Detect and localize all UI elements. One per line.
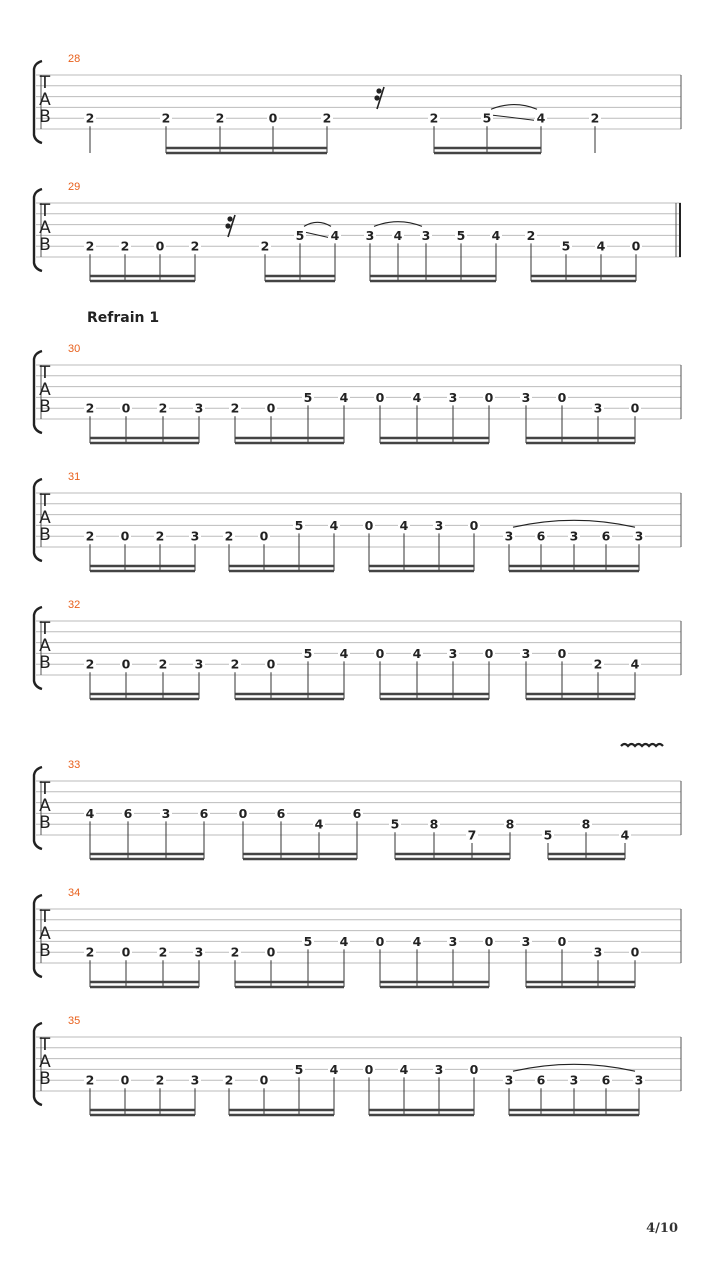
fret-number: 8 bbox=[429, 816, 439, 832]
fret-number: 5 bbox=[456, 227, 466, 243]
fret-number: 2 bbox=[85, 656, 95, 672]
fret-number: 2 bbox=[224, 1072, 234, 1088]
fret-number: 2 bbox=[155, 1072, 165, 1088]
slur-arc bbox=[513, 1064, 635, 1071]
tab-clef-letter: T bbox=[39, 201, 51, 221]
fret-number: 0 bbox=[259, 1072, 269, 1088]
fret-number: 4 bbox=[620, 827, 630, 843]
fret-number: 6 bbox=[276, 805, 286, 821]
fret-number: 7 bbox=[467, 827, 477, 843]
fret-number: 2 bbox=[158, 400, 168, 416]
tab-clef-letter: A bbox=[39, 90, 51, 110]
fret-number: 4 bbox=[329, 1061, 339, 1077]
fret-number: 5 bbox=[295, 227, 305, 243]
fret-number: 0 bbox=[484, 645, 494, 661]
fret-number: 5 bbox=[482, 110, 492, 126]
tab-clef-letter: B bbox=[39, 653, 51, 673]
measure-number: 31 bbox=[68, 471, 81, 483]
tab-clef-letter: A bbox=[39, 924, 51, 944]
fret-number: 2 bbox=[161, 110, 171, 126]
fret-number: 0 bbox=[266, 400, 276, 416]
tab-clef-letter: T bbox=[39, 1035, 51, 1055]
fret-number: 3 bbox=[434, 517, 444, 533]
fret-number: 4 bbox=[314, 816, 324, 832]
measure-number: 34 bbox=[68, 887, 81, 899]
fret-number: 0 bbox=[268, 110, 278, 126]
tab-clef-letter: A bbox=[39, 796, 51, 816]
fret-number: 5 bbox=[294, 1061, 304, 1077]
measure-number: 35 bbox=[68, 1015, 81, 1027]
fret-number: 4 bbox=[399, 517, 409, 533]
fret-number: 3 bbox=[634, 1072, 644, 1088]
fret-number: 6 bbox=[199, 805, 209, 821]
fret-number: 3 bbox=[593, 944, 603, 960]
vibrato-wavy-line bbox=[621, 744, 663, 746]
fret-number: 0 bbox=[630, 944, 640, 960]
fret-number: 0 bbox=[630, 400, 640, 416]
page-number: 4/10 bbox=[646, 1221, 678, 1236]
fret-number: 6 bbox=[536, 528, 546, 544]
fret-number: 2 bbox=[593, 656, 603, 672]
fret-number: 2 bbox=[190, 238, 200, 254]
fret-number: 0 bbox=[484, 933, 494, 949]
fret-number: 2 bbox=[85, 944, 95, 960]
fret-number: 2 bbox=[215, 110, 225, 126]
fret-number: 2 bbox=[526, 227, 536, 243]
fret-number: 3 bbox=[434, 1061, 444, 1077]
fret-number: 2 bbox=[224, 528, 234, 544]
tab-clef-letter: B bbox=[39, 813, 51, 833]
fret-number: 4 bbox=[536, 110, 546, 126]
fret-number: 0 bbox=[364, 517, 374, 533]
fret-number: 2 bbox=[85, 238, 95, 254]
tab-clef-letter: A bbox=[39, 1052, 51, 1072]
tab-clef-letter: B bbox=[39, 235, 51, 255]
fret-number: 0 bbox=[120, 528, 130, 544]
fret-number: 2 bbox=[230, 400, 240, 416]
fret-number: 3 bbox=[521, 933, 531, 949]
fret-number: 3 bbox=[634, 528, 644, 544]
slur-arc bbox=[513, 520, 635, 527]
fret-number: 0 bbox=[364, 1061, 374, 1077]
rest-dot-upper bbox=[227, 216, 232, 221]
fret-number: 3 bbox=[190, 1072, 200, 1088]
fret-number: 0 bbox=[557, 645, 567, 661]
tab-clef-letter: T bbox=[39, 907, 51, 927]
fret-number: 2 bbox=[85, 1072, 95, 1088]
fret-number: 4 bbox=[85, 805, 95, 821]
rest-dot-lower bbox=[225, 223, 230, 228]
fret-number: 3 bbox=[448, 645, 458, 661]
fret-number: 2 bbox=[590, 110, 600, 126]
fret-number: 6 bbox=[123, 805, 133, 821]
fret-number: 3 bbox=[190, 528, 200, 544]
tab-clef-letter: B bbox=[39, 525, 51, 545]
fret-number: 0 bbox=[238, 805, 248, 821]
fret-number: 6 bbox=[601, 1072, 611, 1088]
fret-number: 2 bbox=[429, 110, 439, 126]
fret-number: 3 bbox=[504, 1072, 514, 1088]
fret-number: 5 bbox=[294, 517, 304, 533]
fret-number: 4 bbox=[339, 645, 349, 661]
measure-number: 28 bbox=[68, 53, 81, 65]
fret-number: 6 bbox=[601, 528, 611, 544]
fret-number: 4 bbox=[339, 389, 349, 405]
tab-clef-letter: A bbox=[39, 636, 51, 656]
fret-number: 3 bbox=[448, 389, 458, 405]
fret-number: 3 bbox=[521, 645, 531, 661]
fret-number: 4 bbox=[630, 656, 640, 672]
fret-number: 0 bbox=[121, 656, 131, 672]
fret-number: 0 bbox=[484, 389, 494, 405]
fret-number: 4 bbox=[339, 933, 349, 949]
fret-number: 4 bbox=[596, 238, 606, 254]
fret-number: 0 bbox=[557, 389, 567, 405]
fret-number: 2 bbox=[158, 944, 168, 960]
fret-number: 3 bbox=[194, 400, 204, 416]
fret-number: 0 bbox=[259, 528, 269, 544]
fret-number: 5 bbox=[561, 238, 571, 254]
fret-number: 0 bbox=[120, 1072, 130, 1088]
fret-number: 2 bbox=[158, 656, 168, 672]
fret-number: 0 bbox=[631, 238, 641, 254]
section-label-refrain: Refrain 1 bbox=[87, 310, 160, 326]
fret-number: 2 bbox=[230, 656, 240, 672]
fret-number: 2 bbox=[260, 238, 270, 254]
measure-number: 32 bbox=[68, 599, 81, 611]
fret-number: 0 bbox=[266, 944, 276, 960]
fret-number: 0 bbox=[557, 933, 567, 949]
fret-number: 3 bbox=[504, 528, 514, 544]
fret-number: 2 bbox=[85, 400, 95, 416]
tab-clef-letter: T bbox=[39, 363, 51, 383]
tab-clef-letter: B bbox=[39, 107, 51, 127]
tab-clef-letter: B bbox=[39, 397, 51, 417]
tab-clef-letter: T bbox=[39, 619, 51, 639]
fret-number: 5 bbox=[303, 389, 313, 405]
fret-number: 4 bbox=[412, 645, 422, 661]
fret-number: 0 bbox=[266, 656, 276, 672]
fret-number: 8 bbox=[505, 816, 515, 832]
fret-number: 2 bbox=[155, 528, 165, 544]
fret-number: 5 bbox=[543, 827, 553, 843]
fret-number: 2 bbox=[230, 944, 240, 960]
slur-arc bbox=[491, 105, 537, 110]
rest-dot-upper bbox=[376, 88, 381, 93]
fret-number: 0 bbox=[375, 645, 385, 661]
fret-number: 0 bbox=[121, 400, 131, 416]
tab-clef-letter: T bbox=[39, 491, 51, 511]
fret-number: 4 bbox=[330, 227, 340, 243]
tab-clef-letter: A bbox=[39, 508, 51, 528]
fret-number: 3 bbox=[569, 528, 579, 544]
fret-number: 3 bbox=[593, 400, 603, 416]
fret-number: 2 bbox=[85, 528, 95, 544]
fret-number: 3 bbox=[194, 656, 204, 672]
fret-number: 2 bbox=[322, 110, 332, 126]
tab-clef-letter: A bbox=[39, 218, 51, 238]
fret-number: 0 bbox=[375, 933, 385, 949]
fret-number: 4 bbox=[393, 227, 403, 243]
fret-number: 0 bbox=[469, 517, 479, 533]
fret-number: 6 bbox=[352, 805, 362, 821]
measure-number: 30 bbox=[68, 343, 81, 355]
tab-clef-letter: T bbox=[39, 73, 51, 93]
measure-number: 33 bbox=[68, 759, 81, 771]
fret-number: 6 bbox=[536, 1072, 546, 1088]
fret-number: 2 bbox=[85, 110, 95, 126]
fret-number: 4 bbox=[399, 1061, 409, 1077]
fret-number: 2 bbox=[120, 238, 130, 254]
fret-number: 8 bbox=[581, 816, 591, 832]
tab-clef-letter: A bbox=[39, 380, 51, 400]
fret-number: 3 bbox=[521, 389, 531, 405]
fret-number: 5 bbox=[390, 816, 400, 832]
fret-number: 4 bbox=[329, 517, 339, 533]
tab-clef-letter: B bbox=[39, 941, 51, 961]
fret-number: 4 bbox=[412, 389, 422, 405]
tab-clef-letter: B bbox=[39, 1069, 51, 1089]
fret-number: 3 bbox=[161, 805, 171, 821]
fret-number: 0 bbox=[469, 1061, 479, 1077]
fret-number: 5 bbox=[303, 933, 313, 949]
tab-clef-letter: T bbox=[39, 779, 51, 799]
measure-number: 29 bbox=[68, 181, 81, 193]
fret-number: 3 bbox=[421, 227, 431, 243]
fret-number: 5 bbox=[303, 645, 313, 661]
fret-number: 3 bbox=[365, 227, 375, 243]
fret-number: 3 bbox=[569, 1072, 579, 1088]
fret-number: 3 bbox=[448, 933, 458, 949]
fret-number: 4 bbox=[491, 227, 501, 243]
fret-number: 0 bbox=[155, 238, 165, 254]
fret-number: 0 bbox=[121, 944, 131, 960]
rest-dot-lower bbox=[374, 95, 379, 100]
fret-number: 0 bbox=[375, 389, 385, 405]
fret-number: 3 bbox=[194, 944, 204, 960]
fret-number: 4 bbox=[412, 933, 422, 949]
slur-arc bbox=[374, 222, 422, 227]
